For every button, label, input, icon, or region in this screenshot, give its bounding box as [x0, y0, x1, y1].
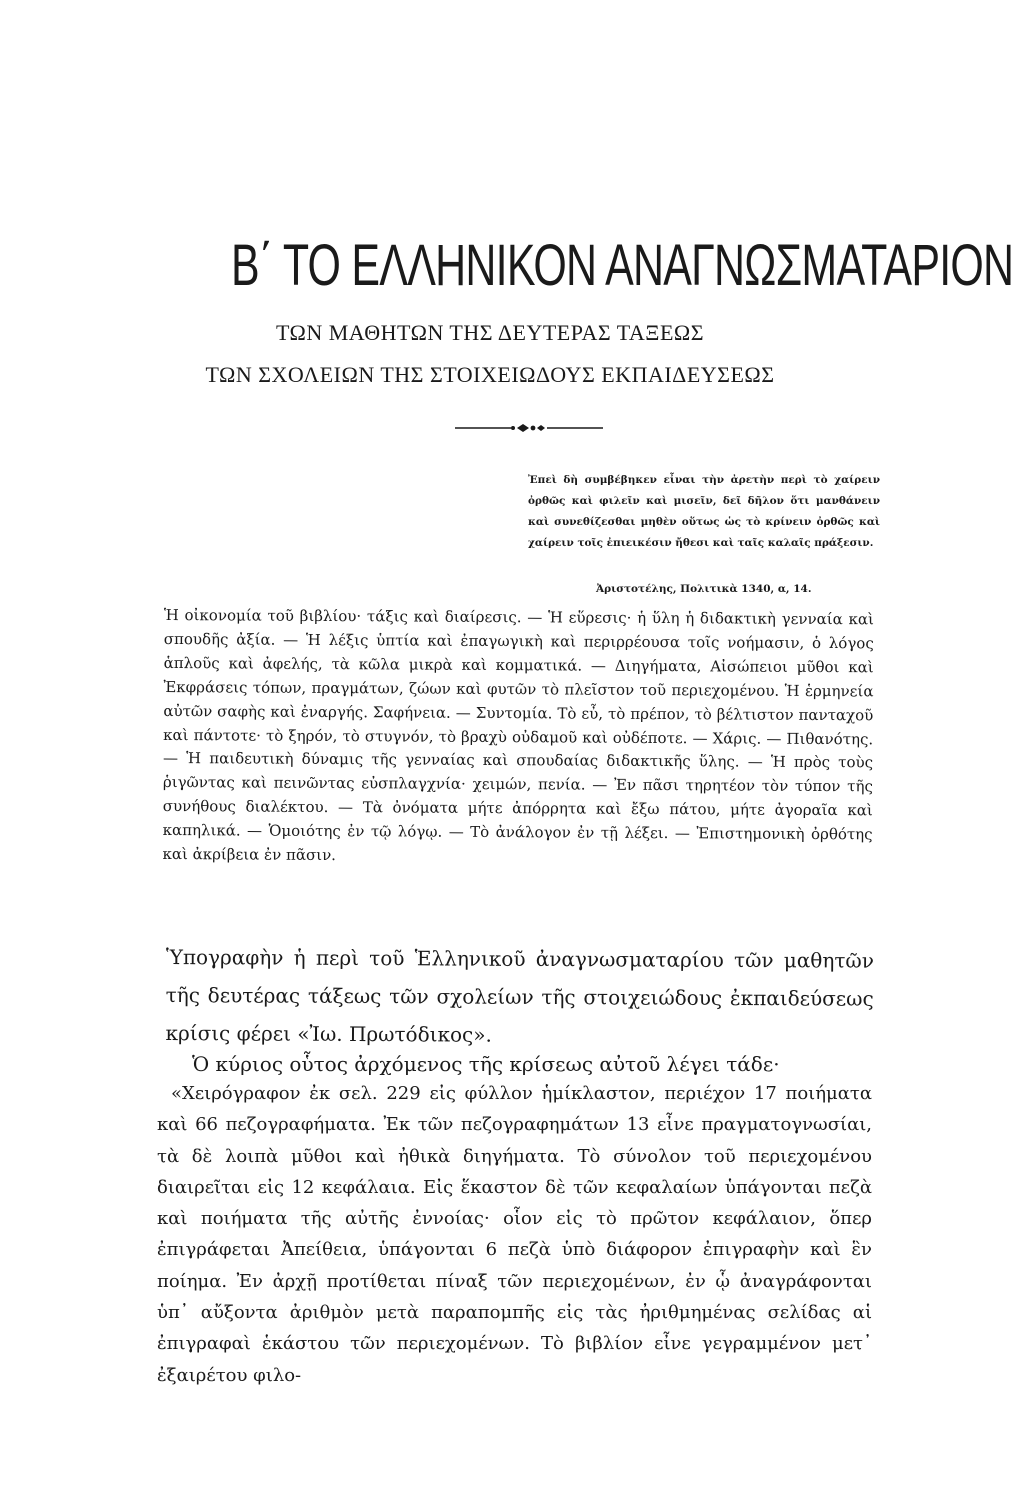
- page-title: Β΄ ΤΟ ΕΛΛΗΝΙΚΟΝ ΑΝΑΓΝΩΣΜΑΤΑΡΙΟΝ: [231, 233, 1013, 298]
- signed-note-paragraph: Ὑπογραφὴν ἡ περὶ τοῦ Ἑλληνικοῦ ἀναγνωσματαρίου τῶν μαθητῶν τῆς δευτέρας τάξεως τῶν σχολείων τῆς στοιχειώδους ἐκπαιδεύσεως κρίσις φέρει «Ἰω. Πρωτόδικος».: [165, 944, 874, 1047]
- review-quote-paragraph: «Χειρόγραφον ἐκ σελ. 229 εἰς φύλλον ἡμίκλαστον, περιέχον 17 ποιήματα καὶ 66 πεζογραφήματα. Ἐκ τῶν πεζογραφημάτων 13 εἶνε πραγματογνωσίαι, τὰ δὲ λοιπὰ μῦθοι καὶ ἠθικὰ διηγήματα. Τὸ σύνολον τοῦ περιεχομένου διαιρεῖται εἰς 12 κεφάλαια. Εἰς ἕκαστον δὲ τῶν κεφαλαίων ὑπάγονται πεζὰ καὶ ποιήματα τῆς αὐτῆς ἐννοίας· οἷον εἰς τὸ πρῶτον κεφάλαιον, ὅπερ ἐπιγράφεται Ἀπείθεια, ὑπάγονται 6 πεζὰ ὑπὸ διάφορον ἐπιγραφὴν καὶ ἓν ποίημα. Ἐν ἀρχῇ προτίθεται πίναξ τῶν περιεχομένων, ἐν ᾧ ἀναγράφονται ὑπ᾽ αὔξοντα ἀριθμὸν μετὰ παραπομπῆς εἰς τὰς ἠριθμημένας σελίδας αἱ ἐπιγραφαὶ ἑκάστου τῶν περιεχομένων. Τὸ βιβλίον εἶνε γεγραμμένον μετ᾽ ἐξαιρέτου φιλο-: [157, 1083, 872, 1386]
- summary-paragraph: Ἡ οἰκονομία τοῦ βιβλίου· τάξις καὶ διαίρεσις. — Ἡ εὕρεσις· ἡ ὕλη ἡ διδακτικὴ γενναία καὶ σπουδῆς ἀξία. — Ἡ λέξις ὑπτία καὶ ἐπαγωγικὴ καὶ περιρρέουσα τοῖς νοήμασιν, ὁ λόγος ἁπλοῦς καὶ ἀφελής, τὰ κῶλα μικρὰ καὶ κομματικά. — Διηγήματα, Αἰσώπειοι μῦθοι καὶ Ἐκφράσεις τόπων, πραγμάτων, ζώων καὶ φυτῶν τὸ πλεῖστον τοῦ περιεχομένου. Ἡ ἑρμηνεία αὐτῶν σαφὴς καὶ ἐναργής. Σαφήνεια. — Συντομία. Τὸ εὖ, τὸ πρέπον, τὸ βέλτιστον πανταχοῦ καὶ πάντοτε· τὸ ξηρόν, τὸ στυγνόν, τὸ βραχὺ οὐδαμοῦ καὶ οὐδέποτε. — Χάρις. — Πιθανότης. — Ἡ παιδευτικὴ δύναμις τῆς γενναίας καὶ σπουδαίας διδακτικῆς ὕλης. — Ἡ πρὸς τοὺς ῥιγῶντας καὶ πεινῶντας εὐσπλαγχνία· χειμών, πενία. — Ἐν πᾶσι τηρητέον τὸν τύπον τῆς συνήθους διαλέκτου. — Τὰ ὀνόματα μήτε ἀπόρρητα καὶ ἔξω πάτου, μήτε ἀγοραῖα καὶ καπηλικά. — Ὁμοιότης ἐν τῷ λόγῳ. — Τὸ ἀνάλογον ἐν τῇ λέξει. — Ἐπιστημονικὴ ὀρθότης καὶ ἀκρίβεια ἐν πᾶσιν.: [162, 605, 874, 865]
- epigraph-source: Ἀριστοτέλης, Πολιτικὰ 1340, α, 14.: [596, 583, 812, 595]
- subtitle-line-1: ΤΩΝ ΜΑΘΗΤΩΝ ΤΗΣ ΔΕΥΤΕΡΑΣ ΤΑΞΕΩΣ: [275, 320, 705, 345]
- review-intro-line: Ὁ κύριος οὗτος ἀρχόμενος τῆς κρίσεως αὐτοῦ λέγει τάδε·: [192, 1052, 780, 1076]
- subtitle-line-2: ΤΩΝ ΣΧΟΛΕΙΩΝ ΤΗΣ ΣΤΟΙΧΕΙΩΔΟΥΣ ΕΚΠΑΙΔΕΥΣΕΩΣ: [205, 362, 775, 387]
- ornament-divider: [455, 418, 603, 438]
- epigraph-quote: Ἐπεὶ δὴ συμβέβηκεν εἶναι τὴν ἀρετὴν περὶ τὸ χαίρειν ὀρθῶς καὶ φιλεῖν καὶ μισεῖν, δεῖ δῆλον ὅτι μανθάνειν καὶ συνεθίζεσθαι μηθὲν οὕτως ὡς τὸ κρίνειν ὀρθῶς καὶ χαίρειν τοῖς ἐπιεικέσιν ἤθεσι καὶ ταῖς καλαῖς πράξεσιν.: [528, 474, 880, 549]
